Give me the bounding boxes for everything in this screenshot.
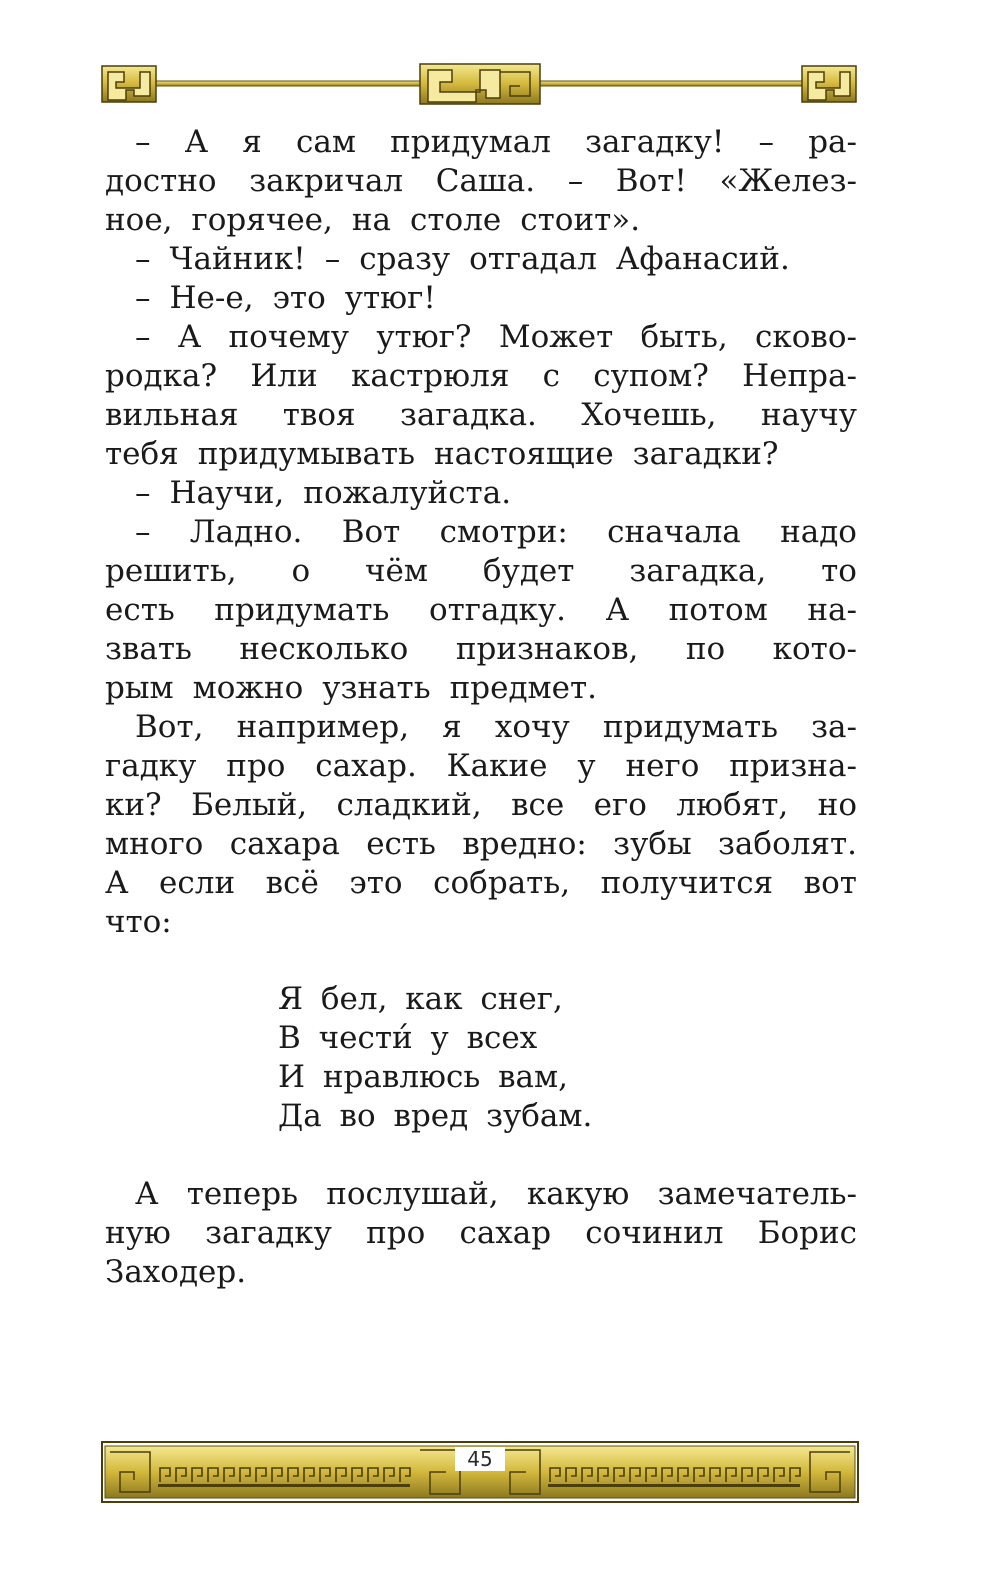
text-line: ное, горячее, на столе стоит». <box>105 202 641 238</box>
text-line: – Чайник! – сразу отгадал Афанасий. <box>135 241 790 277</box>
poem-line: И нравлюсь вам, <box>278 1059 569 1095</box>
text-line: есть придумать отгадку. А потом на- <box>105 592 857 628</box>
fret-baseline <box>548 1484 800 1487</box>
text-line: – А почему утюг? Может быть, сково- <box>135 319 857 355</box>
text-line: – А я сам придумал загадку! – ра- <box>135 124 857 160</box>
text-line: ную загадку про сахар сочинил Борис <box>105 1215 857 1251</box>
page-number: 45 <box>455 1447 505 1471</box>
text-line: ки? Белый, сладкий, все его любят, но <box>105 787 857 823</box>
text-line: А теперь послушай, какую замечатель- <box>135 1176 857 1212</box>
text-line: – Ладно. Вот смотри: сначала надо <box>135 514 857 550</box>
text-line: гадку про сахар. Какие у него призна- <box>105 748 857 784</box>
fret-baseline <box>158 1484 410 1487</box>
text-line: Заходер. <box>105 1254 247 1290</box>
poem-line: Да во вред зубам. <box>278 1098 593 1134</box>
poem-line: Я бел, как снег, <box>278 981 563 1017</box>
text-line: что: <box>105 904 172 940</box>
text-line: тебя придумывать настоящие загадки? <box>105 436 779 472</box>
text-line: много сахара есть вредно: зубы заболят. <box>105 826 857 862</box>
text-line: – Не-е, это утюг! <box>135 280 436 316</box>
text-line: звать несколько признаков, по кото- <box>105 631 857 667</box>
top-center-knot <box>420 64 540 104</box>
poem-line: В чести́ у всех <box>278 1020 538 1056</box>
top-left-knot <box>102 66 156 102</box>
text-line: достно закричал Саша. – Вот! «Желез- <box>105 163 857 199</box>
text-line: решить, о чём будет загадка, то <box>105 553 857 589</box>
top-ornament <box>100 62 860 108</box>
top-right-knot <box>802 66 856 102</box>
text-line: рым можно узнать предмет. <box>105 670 597 706</box>
text-line: – Научи, пожалуйста. <box>135 475 512 511</box>
text-line: Вот, например, я хочу придумать за- <box>135 709 857 745</box>
text-line: А если всё это собрать, получится вот <box>105 865 857 901</box>
text-line: родка? Или кастрюля с супом? Непра- <box>105 358 857 394</box>
text-line: вильная твоя загадка. Хочешь, научу <box>105 397 857 433</box>
